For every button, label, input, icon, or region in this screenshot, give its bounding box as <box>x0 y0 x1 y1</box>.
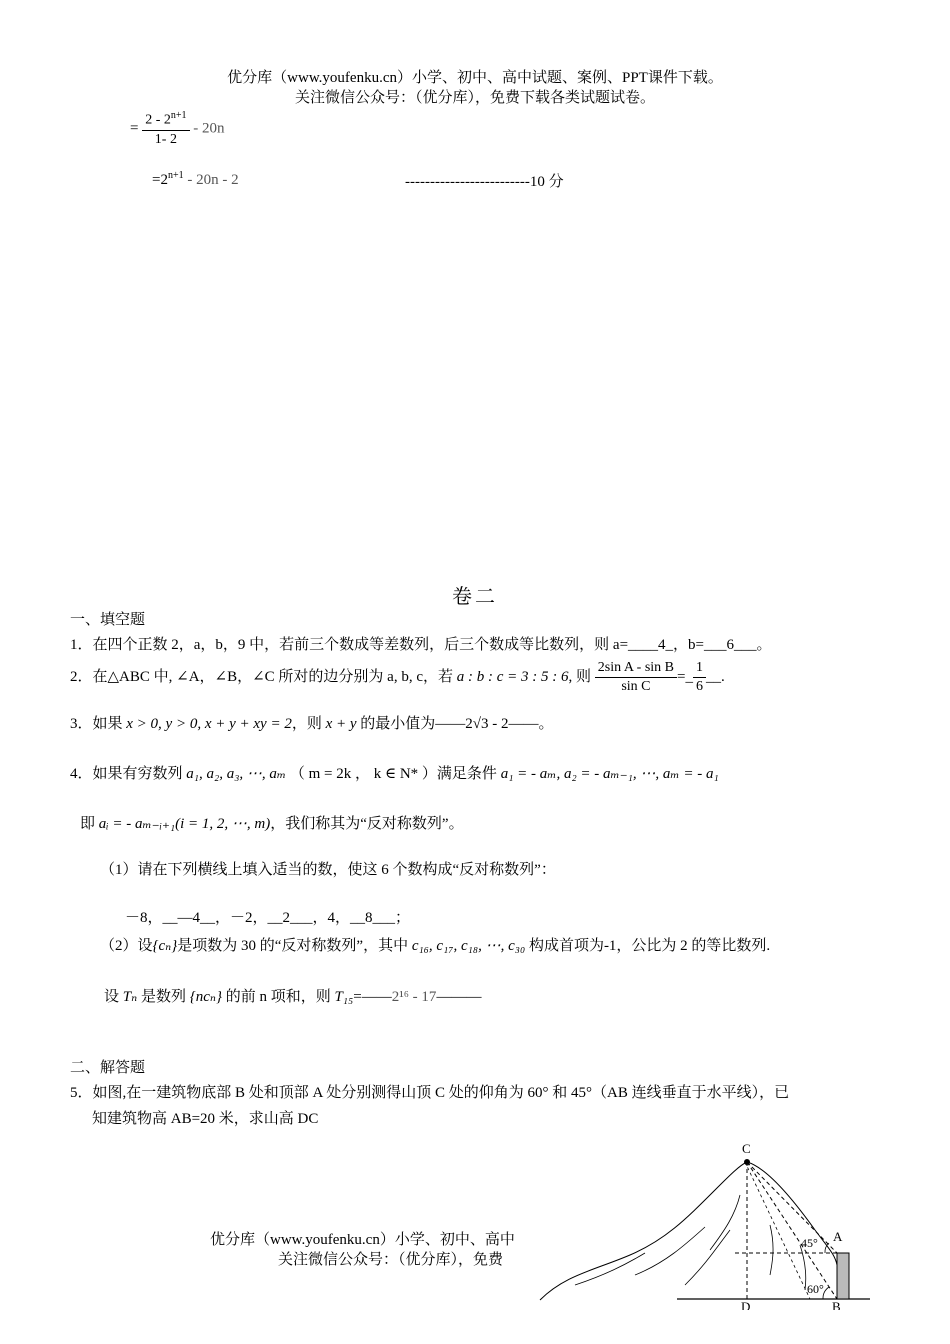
footer-line-1: 优分库（www.youfenku.cn）小学、初中、高中 <box>210 1232 515 1248</box>
q4-sub3-seq: {ncₙ} <box>189 989 222 1005</box>
q4-sub3-a: 设 <box>104 989 120 1005</box>
q4-term-3: ，－2， <box>215 910 268 926</box>
q4-sub3-answer: 2¹⁶ - 17 <box>391 989 437 1005</box>
q4-sub2-c: 构成首项为-1，公比为 2 的等比数列. <box>528 938 771 954</box>
score-mark: -------------------------10 分 <box>405 174 564 190</box>
q4-end: ； <box>395 910 411 926</box>
q4-sub2-seq: {cₙ} <box>152 938 178 954</box>
question-5-line-2: 知建筑物高 AB=20 米，求山高 DC <box>92 1111 319 1127</box>
label-c: C <box>742 1141 751 1156</box>
q4-sub3-b: 是数列 <box>140 989 186 1005</box>
section-title: 卷二 <box>452 586 498 608</box>
q2-ratio: a : b : c = 3 : 5 : 6 <box>456 668 569 685</box>
top-math-line-1 <box>130 110 225 148</box>
header-line-2: 关注微信公众号：（优分库），免费下载各类试题试卷。 <box>294 90 655 106</box>
q4-sub3-T: Tₙ <box>122 989 138 1005</box>
math-rest: - 20n - 2 <box>183 172 239 188</box>
part2-heading: 二、解答题 <box>70 1060 146 1076</box>
q2-ans-sign: _ <box>685 668 693 685</box>
q4-sub2-terms: c₁₆, c₁₇, c₁₈, ⋯, c₃₀ <box>411 938 526 954</box>
q2-answer-den: 6 <box>696 679 703 694</box>
q2-answer-fraction <box>693 660 706 695</box>
q4-sub1-answers <box>125 906 410 927</box>
footer-line-2: 关注微信公众号：（优分库），免费 <box>278 1252 504 1268</box>
q2-text: 2．在△ABC 中, ∠A，∠B，∠C 所对的边分别为 a, b, c，若 <box>70 668 453 685</box>
q3-mid: ，则 <box>291 716 322 732</box>
q4-sub3-c: 的前 n 项和，则 <box>225 989 331 1005</box>
math-exponent: n+1 <box>167 170 184 181</box>
q4-answer-2: __2___ <box>267 910 313 926</box>
q3-condition: x > 0, y > 0, x + y + xy = 2 <box>126 716 292 732</box>
angle-45-label: 45° <box>801 1236 818 1250</box>
label-b: B <box>832 1299 841 1310</box>
q4-sub2 <box>100 934 770 955</box>
q4-line2-prefix: 即 <box>80 816 96 832</box>
question-3: 3．如果 x > 0, y > 0, x + y + xy = 2，则 x + y 的最小值为——2√3 - 2——。 <box>70 716 554 732</box>
q2-frac-numerator: 2sin A - sin B <box>595 660 677 678</box>
q4-sequence: a₁, a₂, a₃, ⋯, aₘ <box>186 766 287 782</box>
q3-expression: x + y <box>325 716 357 732</box>
question-5-line-1: 5．如图,在一建筑物底部 B 处和顶部 A 处分别测得山顶 C 处的仰角为 60° 和 45°（AB 连线垂直于水平线），已 <box>70 1085 790 1101</box>
sight-line-a <box>747 1162 837 1253</box>
q2-eq: = <box>677 668 686 685</box>
q2-fraction <box>595 660 677 695</box>
question-4-line-1 <box>70 762 719 783</box>
q1-answer-a: ____4_ <box>628 637 674 653</box>
q3-tail: 的最小值为 <box>360 716 436 732</box>
frac-denominator: 1- 2 <box>154 131 177 147</box>
mountain-outline <box>540 1162 837 1300</box>
q4-text: 4．如果有穷数列 <box>70 766 183 782</box>
q3-answer: 2√3 - 2 <box>465 716 509 732</box>
q2-frac-denominator: sin C <box>621 679 651 694</box>
q4-relation: a₁ = - aₘ, a₂ = - aₘ₋₁, ⋯, aₘ = - a₁ <box>500 766 719 782</box>
sight-line-b <box>747 1162 837 1299</box>
q4-condition: （ m = 2k ， k ∈ N* ）满足条件 <box>289 766 497 782</box>
label-d: D <box>741 1299 751 1310</box>
q4-sub2-a: （2）设 <box>100 938 153 954</box>
q1-answer-b: ___6___ <box>704 637 757 653</box>
frac-num-exponent: n+1 <box>170 110 187 121</box>
question-1 <box>70 633 772 654</box>
part1-heading: 一、填空题 <box>70 612 146 628</box>
eq-sign: = <box>130 120 139 137</box>
mountain-figure <box>535 1135 880 1310</box>
q1-mid: ，b= <box>673 637 704 653</box>
q4-answer-3: __8___ <box>350 910 396 926</box>
top-math-line-2 <box>152 170 239 189</box>
angle-60-label: 60° <box>807 1282 824 1296</box>
header-line-1: 优分库（www.youfenku.cn）小学、初中、高中试题、案例、PPT课件下载。 <box>227 70 723 86</box>
q1-end: 。 <box>756 637 772 653</box>
q3-text: 3．如果 <box>70 716 123 732</box>
q4-term-1: －8， <box>125 910 163 926</box>
sight-line-extra <box>745 1162 810 1299</box>
fraction <box>142 110 189 148</box>
label-a: A <box>833 1229 843 1244</box>
q2-then: , 则 <box>568 668 592 685</box>
q4-sub3: 设 Tₙ 是数列 {ncₙ} 的前 n 项和，则 T₁₅=——2¹⁶ - 17——— <box>104 989 482 1005</box>
q2-end: __. <box>706 668 725 685</box>
question-4-line-2 <box>80 812 464 833</box>
peak-point <box>744 1159 750 1165</box>
building-ab <box>837 1253 849 1299</box>
question-2 <box>70 660 725 695</box>
q4-sub1: （1）请在下列横线上填入适当的数，使这 6 个数构成“反对称数列”： <box>100 862 556 878</box>
frac-numerator: 2 - 2 <box>145 112 171 128</box>
angle-60-arc <box>823 1287 829 1299</box>
q4-sub3-T15: T₁₅ <box>334 989 354 1005</box>
mountain-ridges <box>575 1195 806 1290</box>
q4-line2-tail: ，我们称其为“反对称数列”。 <box>270 816 464 832</box>
q3-end: 。 <box>538 716 554 732</box>
q4-sub2-b: 是项数为 30 的“反对称数列”，其中 <box>177 938 409 954</box>
q2-answer-num: 1 <box>693 660 706 678</box>
q4-line2-relation: aᵢ = - aₘ₋ᵢ₊₁(i = 1, 2, ⋯, m) <box>98 816 271 832</box>
q4-answer-1: __—4__ <box>162 910 216 926</box>
q4-sub3-eq: = <box>353 989 362 1005</box>
q1-text: 1．在四个正数 2，a，b，9 中，若前三个数成等差数列，后三个数成等比数列，则 a= <box>70 637 629 653</box>
math-lhs: =2 <box>152 172 168 188</box>
math-suffix: - 20n <box>193 120 225 137</box>
q4-term-5: ，4， <box>312 910 351 926</box>
